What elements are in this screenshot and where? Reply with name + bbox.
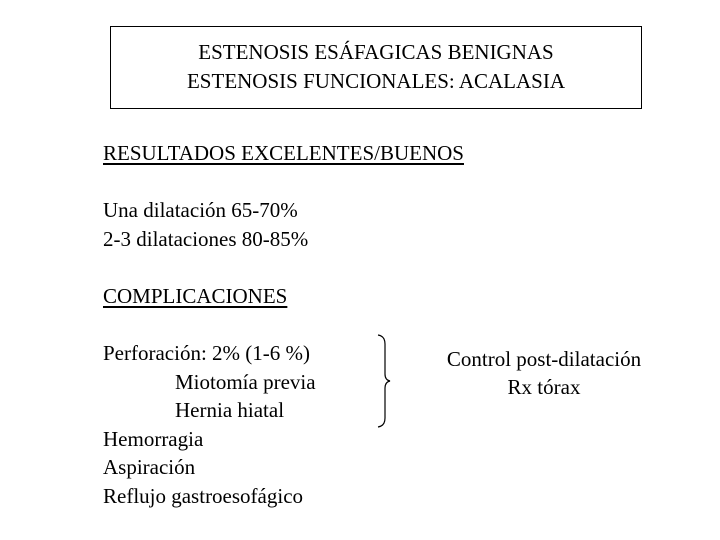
complication-reflujo: Reflujo gastroesofágico bbox=[103, 484, 304, 508]
complication-aspiracion: Aspiración bbox=[103, 455, 196, 479]
results-heading: RESULTADOS EXCELENTES/BUENOS bbox=[103, 141, 464, 165]
title-line-1: ESTENOSIS ESÁFAGICAS BENIGNAS bbox=[198, 40, 554, 64]
control-note bbox=[420, 345, 668, 401]
complications-heading: COMPLICACIONES bbox=[103, 284, 288, 308]
title-box bbox=[110, 26, 642, 109]
control-note-line-1: Control post-dilatación bbox=[446, 347, 642, 371]
results-item-multiple-dilations: 2-3 dilataciones 80-85% bbox=[103, 227, 309, 251]
right-brace-icon bbox=[377, 334, 391, 428]
complication-sub-hernia: Hernia hiatal bbox=[175, 398, 285, 422]
complication-sub-miotomia: Miotomía previa bbox=[175, 370, 316, 394]
complication-hemorragia: Hemorragia bbox=[103, 427, 204, 451]
control-note-line-2: Rx tórax bbox=[507, 375, 581, 399]
title-line-2: ESTENOSIS FUNCIONALES: ACALASIA bbox=[186, 69, 566, 93]
complication-perforation: Perforación: 2% (1-6 %) bbox=[103, 341, 311, 365]
results-item-one-dilation: Una dilatación 65-70% bbox=[103, 198, 298, 222]
